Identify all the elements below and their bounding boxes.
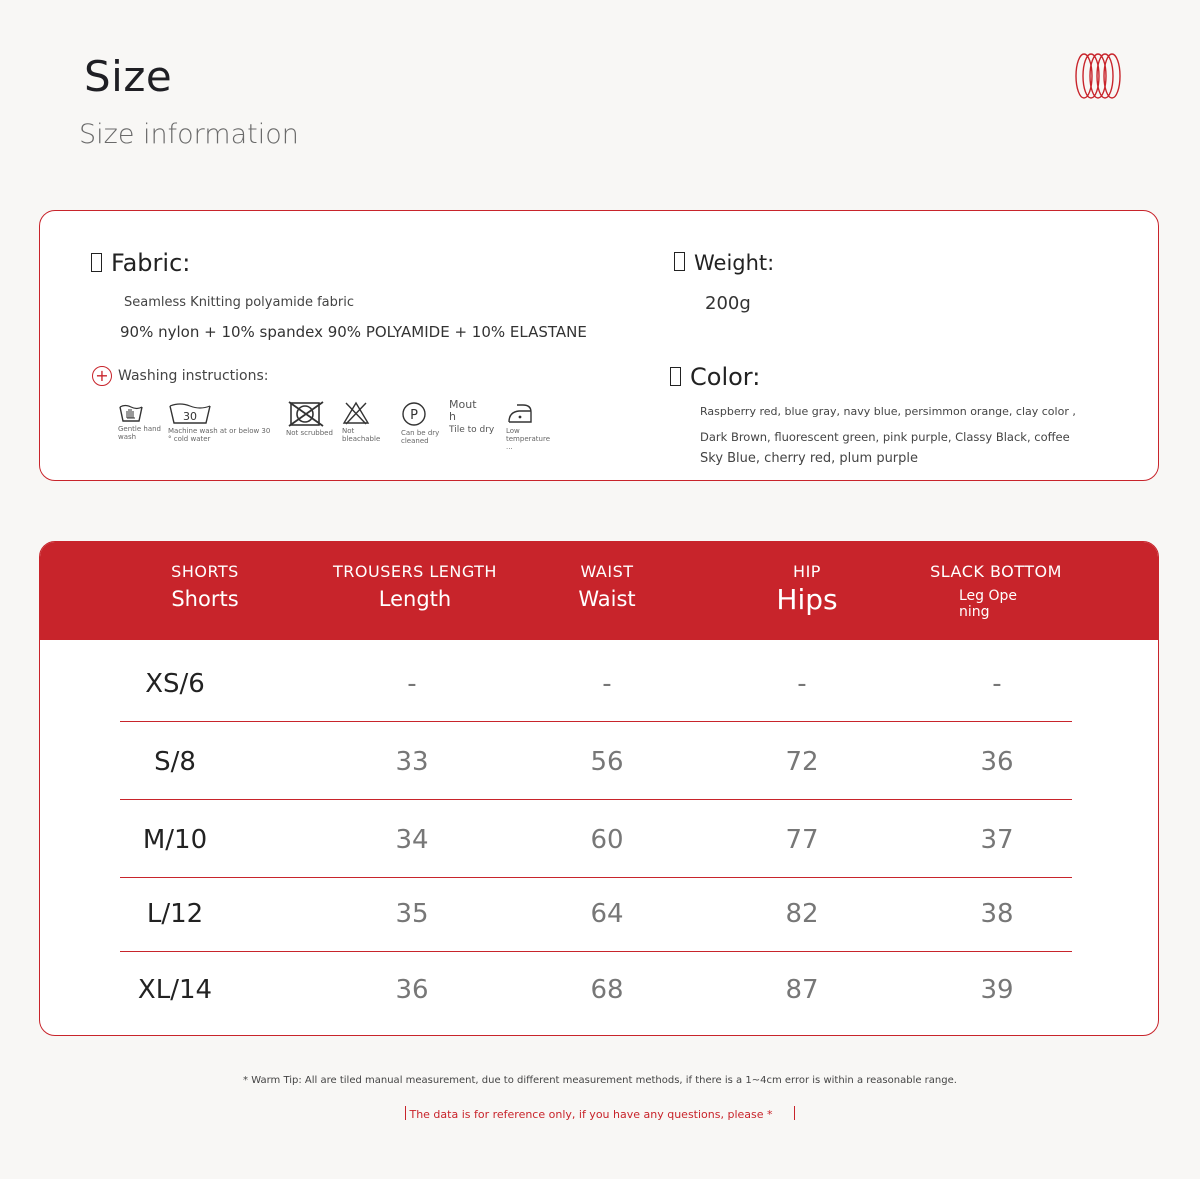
leg-opening-cell: 36: [980, 747, 1014, 777]
washing-heading: + Washing instructions:: [92, 366, 269, 386]
size-cell: L/12: [146, 899, 204, 929]
hip-cell: 87: [785, 975, 819, 1005]
machine-wash-30-icon: [168, 401, 212, 425]
square-bullet-icon: [91, 253, 102, 272]
waist-cell: 60: [590, 825, 624, 855]
weight-heading: Weight:: [674, 251, 774, 275]
color-list-line: Raspberry red, blue gray, navy blue, persimmon orange, clay color ,: [700, 405, 1076, 418]
table-row: [120, 876, 1072, 952]
care-hand-wash: Gentle hand wash: [118, 401, 162, 441]
product-info-card: [39, 210, 1159, 481]
size-table: [39, 541, 1159, 1036]
leg-opening-cell: 37: [980, 825, 1014, 855]
leg-opening-cell: 38: [980, 899, 1014, 929]
bracket-left: [405, 1106, 406, 1120]
column-header-waist: WAIST Waist: [578, 562, 636, 611]
care-no-bleach: Not bleachable: [342, 401, 382, 443]
weight-value: 200g: [705, 293, 751, 314]
table-row: [120, 646, 1072, 722]
table-row: [120, 802, 1072, 878]
table-row: [120, 952, 1072, 1028]
hip-cell: 72: [785, 747, 819, 777]
size-cell: XS/6: [145, 669, 205, 699]
low-iron-icon: [506, 401, 534, 425]
row-divider: [120, 799, 1072, 801]
waist-cell: 68: [590, 975, 624, 1005]
bracket-right: [794, 1106, 795, 1120]
size-cell: XL/14: [137, 975, 213, 1005]
plus-circle-icon: +: [92, 366, 112, 386]
column-header-leg-opening: SLACK BOTTOM Leg Ope ning: [930, 562, 1062, 620]
waist-cell: 56: [590, 747, 624, 777]
length-cell: 34: [395, 825, 429, 855]
row-divider: [120, 721, 1072, 723]
no-tumble-dry-icon: [286, 401, 326, 427]
color-list-line: Sky Blue, cherry red, plum purple: [700, 451, 919, 466]
warm-tip: * Warm Tip: All are tiled manual measurement, due to different measurement methods, if there is a 1~4cm error is within a reasonable range.: [243, 1075, 957, 1086]
fabric-composition: 90% nylon + 10% spandex 90% POLYAMIDE + 10% ELASTANE: [120, 323, 587, 341]
waist-cell: -: [602, 669, 612, 699]
hand-wash-icon: [118, 401, 144, 423]
svg-text:P: P: [410, 408, 418, 423]
no-bleach-icon: [342, 401, 370, 425]
column-header-length: TROUSERS LENGTH Length: [333, 562, 497, 611]
size-cell: S/8: [154, 747, 196, 777]
leg-opening-cell: -: [992, 669, 1002, 699]
length-cell: 33: [395, 747, 429, 777]
care-no-tumble: Not scrubbed: [286, 401, 333, 437]
page-subtitle: Size information: [79, 119, 299, 150]
fabric-heading: Fabric:: [91, 249, 190, 277]
care-dry-clean: P Can be dry cleaned: [401, 401, 441, 445]
color-heading: Color:: [670, 363, 760, 391]
square-bullet-icon: [670, 367, 681, 386]
hip-cell: 77: [785, 825, 819, 855]
leg-opening-cell: 39: [980, 975, 1014, 1005]
column-header-hip: HIP Hips: [776, 562, 838, 616]
care-low-iron: Low temperature ...: [506, 401, 552, 451]
dry-clean-p-icon: [401, 401, 427, 427]
flat-dry-icon: Mout h: [449, 398, 477, 423]
care-flat-dry: Mout h Tile to dry: [449, 398, 495, 435]
color-list-line: Dark Brown, fluorescent green, pink purple, Classy Black, coffee: [700, 430, 1070, 444]
rings-logo-icon: [1074, 52, 1122, 100]
care-machine-wash: 30 Machine wash at or below 30 ° cold water: [168, 401, 272, 443]
size-cell: M/10: [142, 825, 208, 855]
waist-cell: 64: [590, 899, 624, 929]
reference-note: The data is for reference only, if you have any questions, please *: [0, 1106, 1200, 1121]
table-header: [40, 542, 1158, 640]
length-cell: -: [407, 669, 417, 699]
square-bullet-icon: [674, 252, 685, 271]
svg-text:30: 30: [183, 410, 197, 423]
table-row: [120, 724, 1072, 800]
length-cell: 36: [395, 975, 429, 1005]
column-header-shorts: SHORTS Shorts: [171, 562, 239, 611]
page-title: Size: [84, 52, 173, 101]
hip-cell: 82: [785, 899, 819, 929]
length-cell: 35: [395, 899, 429, 929]
fabric-name: Seamless Knitting polyamide fabric: [124, 295, 355, 310]
hip-cell: -: [797, 669, 807, 699]
